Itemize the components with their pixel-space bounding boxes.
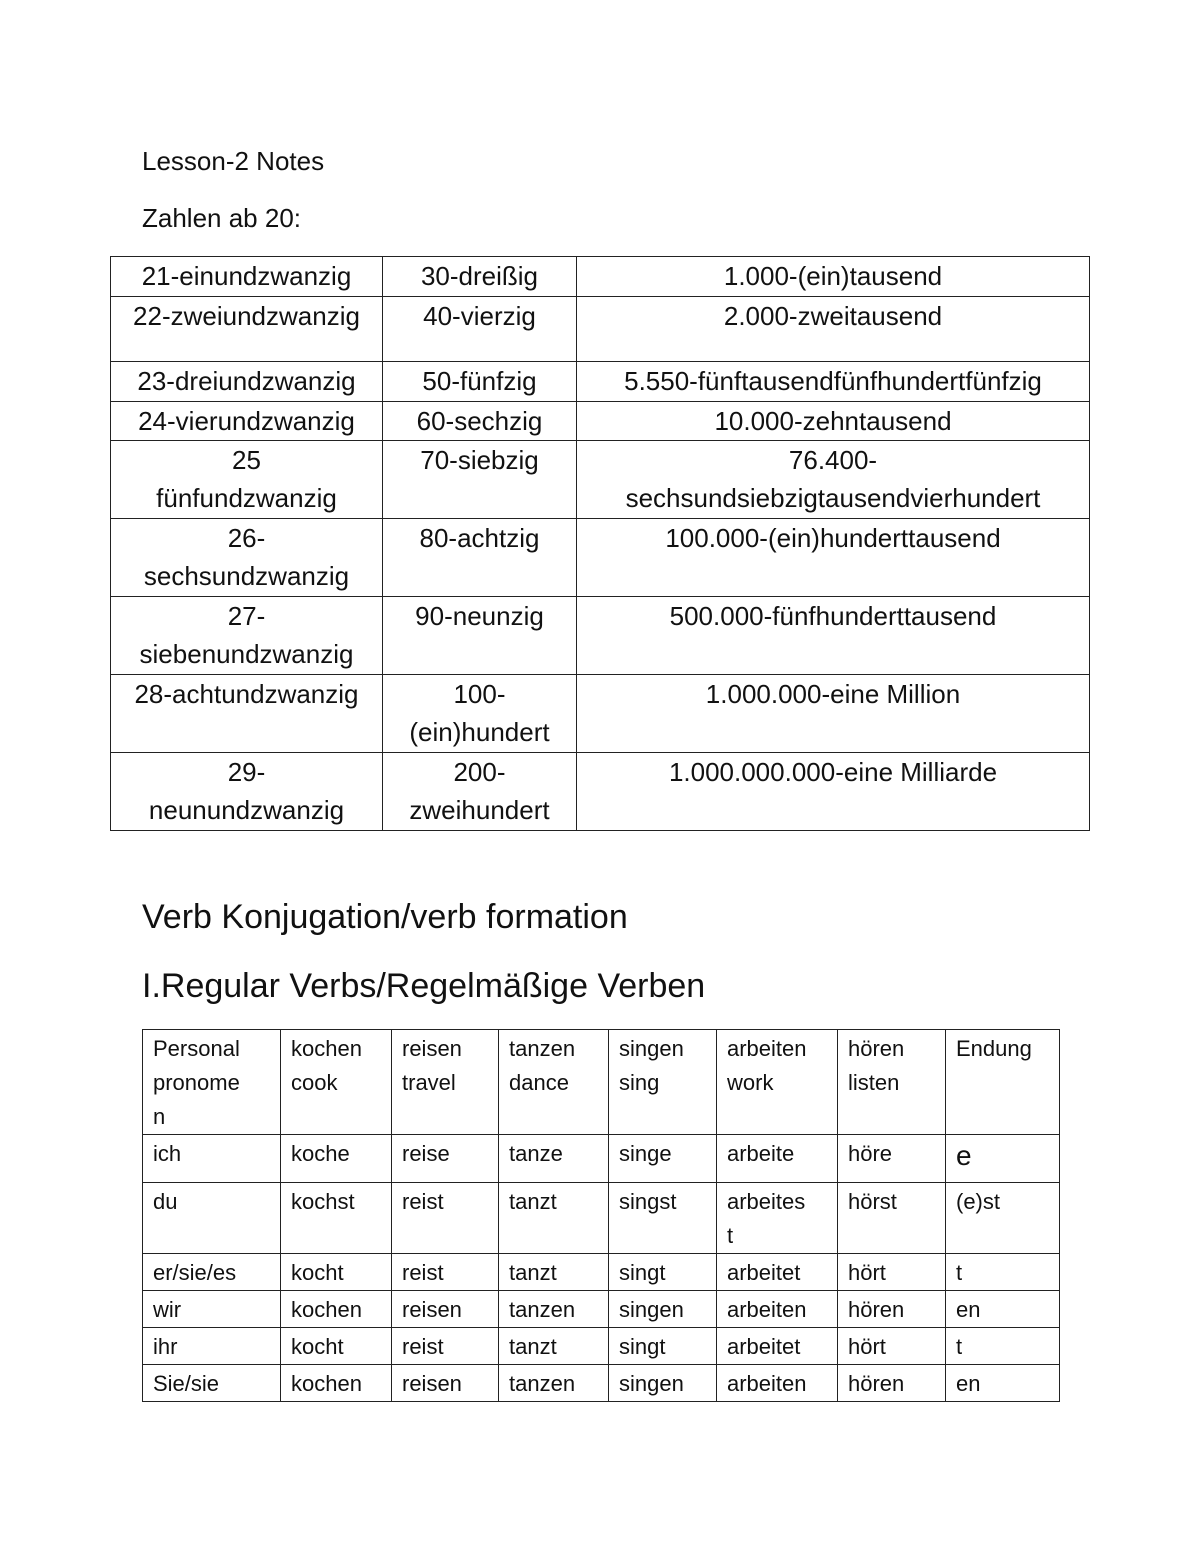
- column-header: [838, 1030, 946, 1135]
- verb-form-cell: [717, 1254, 838, 1291]
- cell-text: singt: [619, 1260, 666, 1285]
- cell-text: hören: [848, 1036, 905, 1061]
- table-row: [111, 362, 1090, 402]
- cell-text: 80-achtzig: [419, 523, 540, 553]
- cell-text: 200-: [453, 757, 506, 787]
- number-cell: [577, 675, 1090, 753]
- table-row: [143, 1135, 1060, 1183]
- table-row: [111, 753, 1090, 831]
- number-cell: [111, 297, 383, 362]
- page-title: Lesson-2 Notes: [142, 146, 325, 176]
- cell-text: Sie/sie: [153, 1371, 220, 1396]
- cell-text: 27-: [227, 601, 266, 631]
- cell-text: singen: [619, 1297, 684, 1322]
- pronoun-cell: [143, 1328, 281, 1365]
- cell-text: 5.550-fünftausendfünfhundertfünfzig: [624, 366, 1042, 396]
- cell-text: hören: [848, 1297, 905, 1322]
- verb-form-cell: [609, 1183, 717, 1254]
- cell-text: neunundzwanzig: [148, 795, 345, 825]
- cell-text: tanzen: [509, 1371, 576, 1396]
- ending-cell: [946, 1365, 1060, 1402]
- cell-text: 10.000-zehntausend: [714, 406, 952, 436]
- cell-text: cook: [291, 1070, 338, 1095]
- cell-text: en: [956, 1297, 981, 1322]
- verb-form-cell: [717, 1135, 838, 1183]
- column-header: [392, 1030, 499, 1135]
- verb-form-cell: [392, 1328, 499, 1365]
- cell-text: 70-siebzig: [420, 445, 539, 475]
- verb-form-cell: [609, 1328, 717, 1365]
- cell-text: 21-einundzwanzig: [141, 261, 352, 291]
- table-row: [111, 402, 1090, 441]
- section-heading-regular-verbs: I.Regular Verbs/Regelmäßige Verben: [142, 967, 706, 1005]
- cell-text: singen: [619, 1036, 684, 1061]
- cell-text: en: [956, 1371, 981, 1396]
- number-cell: [111, 402, 383, 441]
- verb-form-cell: [838, 1365, 946, 1402]
- number-cell: [577, 519, 1090, 597]
- cell-text: 24-vierundzwanzig: [138, 406, 355, 436]
- column-header: [609, 1030, 717, 1135]
- table-row: [143, 1365, 1060, 1402]
- cell-text: arbeitet: [727, 1260, 801, 1285]
- ending-cell: [946, 1291, 1060, 1328]
- verb-form-cell: [609, 1135, 717, 1183]
- cell-text: 25: [232, 445, 261, 475]
- number-cell: [577, 597, 1090, 675]
- cell-text: hört: [848, 1260, 886, 1285]
- cell-text: 60-sechzig: [416, 406, 543, 436]
- number-cell: [383, 362, 577, 402]
- number-cell: [111, 753, 383, 831]
- cell-text: kochst: [291, 1189, 355, 1214]
- cell-text: dance: [509, 1070, 569, 1095]
- number-cell: [383, 675, 577, 753]
- number-cell: [111, 519, 383, 597]
- pronoun-cell: [143, 1365, 281, 1402]
- cell-text: arbeitet: [727, 1334, 801, 1359]
- cell-text: 30-dreißig: [420, 261, 539, 291]
- verb-form-cell: [281, 1135, 392, 1183]
- verb-form-cell: [838, 1135, 946, 1183]
- pronoun-cell: [143, 1291, 281, 1328]
- table-row: [111, 441, 1090, 519]
- cell-text: singe: [619, 1141, 672, 1166]
- cell-text: höre: [848, 1141, 893, 1166]
- verb-form-cell: [281, 1254, 392, 1291]
- number-cell: [383, 519, 577, 597]
- verb-form-cell: [499, 1183, 609, 1254]
- column-header: [717, 1030, 838, 1135]
- cell-text: tanzt: [509, 1334, 557, 1359]
- cell-text: reist: [402, 1260, 444, 1285]
- cell-text: kochen: [291, 1036, 362, 1061]
- cell-text: tanzen: [509, 1297, 576, 1322]
- cell-text: (ein)hundert: [409, 717, 550, 747]
- verb-form-cell: [281, 1183, 392, 1254]
- verb-form-cell: [609, 1291, 717, 1328]
- cell-text: Endung: [956, 1036, 1032, 1061]
- cell-text: du: [153, 1189, 178, 1214]
- cell-text: kocht: [291, 1260, 344, 1285]
- cell-text: hörst: [848, 1189, 897, 1214]
- cell-text: listen: [848, 1070, 900, 1095]
- numbers-table: [110, 256, 1090, 831]
- cell-text: tanzt: [509, 1189, 557, 1214]
- number-cell: [383, 402, 577, 441]
- cell-text: 500.000-fünfhunderttausend: [669, 601, 997, 631]
- cell-text: Personal: [153, 1036, 240, 1061]
- cell-text: t: [956, 1334, 963, 1359]
- verb-form-cell: [392, 1135, 499, 1183]
- cell-text: reise: [402, 1141, 450, 1166]
- table-row: [111, 675, 1090, 753]
- table-row: [143, 1254, 1060, 1291]
- pronoun-cell: [143, 1135, 281, 1183]
- cell-text: kocht: [291, 1334, 344, 1359]
- verb-form-cell: [392, 1365, 499, 1402]
- cell-text: 29-: [227, 757, 266, 787]
- cell-text: 26-: [227, 523, 266, 553]
- cell-text: e: [956, 1140, 972, 1171]
- cell-text: tanze: [509, 1141, 563, 1166]
- verb-form-cell: [609, 1254, 717, 1291]
- cell-text: ihr: [153, 1334, 178, 1359]
- verb-form-cell: [392, 1183, 499, 1254]
- verb-form-cell: [499, 1135, 609, 1183]
- cell-text: 28-achtundzwanzig: [134, 679, 359, 709]
- cell-text: hören: [848, 1371, 905, 1396]
- number-cell: [383, 297, 577, 362]
- cell-text: arbeiten: [727, 1297, 807, 1322]
- cell-text: 2.000-zweitausend: [723, 301, 943, 331]
- cell-text: 100-: [453, 679, 506, 709]
- table-row: [111, 297, 1090, 362]
- table-row: [111, 257, 1090, 297]
- verb-form-cell: [717, 1183, 838, 1254]
- cell-text: sechsundzwanzig: [143, 561, 350, 591]
- cell-text: zweihundert: [409, 795, 550, 825]
- cell-text: t: [956, 1260, 963, 1285]
- cell-text: 90-neunzig: [415, 601, 544, 631]
- table-row: [111, 597, 1090, 675]
- cell-text: arbeiten: [727, 1036, 807, 1061]
- numbers-subtitle: Zahlen ab 20:: [142, 203, 302, 233]
- cell-text: 1.000-(ein)tausend: [723, 261, 943, 291]
- verb-form-cell: [838, 1328, 946, 1365]
- cell-text: sechsundsiebzigtausendvierhundert: [625, 483, 1041, 513]
- table-row: [111, 519, 1090, 597]
- verbs-table: [142, 1029, 1060, 1402]
- verb-form-cell: [499, 1365, 609, 1402]
- verb-form-cell: [281, 1328, 392, 1365]
- number-cell: [577, 441, 1090, 519]
- pronoun-cell: [143, 1254, 281, 1291]
- number-cell: [111, 257, 383, 297]
- verb-form-cell: [499, 1291, 609, 1328]
- verb-form-cell: [838, 1183, 946, 1254]
- cell-text: arbeite: [727, 1141, 795, 1166]
- cell-text: reist: [402, 1189, 444, 1214]
- ending-cell: [946, 1328, 1060, 1365]
- cell-text: koche: [291, 1141, 350, 1166]
- cell-text: 100.000-(ein)hunderttausend: [665, 523, 1001, 553]
- pronoun-cell: [143, 1183, 281, 1254]
- cell-text: reisen: [402, 1036, 462, 1061]
- number-cell: [111, 675, 383, 753]
- verb-form-cell: [499, 1254, 609, 1291]
- table-row: [143, 1328, 1060, 1365]
- number-cell: [577, 257, 1090, 297]
- cell-text: 23-dreiundzwanzig: [137, 366, 356, 396]
- cell-text: 22-zweiundzwanzig: [133, 301, 360, 331]
- cell-text: hört: [848, 1334, 886, 1359]
- cell-text: 1.000.000.000-eine Milliarde: [668, 757, 998, 787]
- cell-text: tanzen: [509, 1036, 576, 1061]
- ending-cell: [946, 1254, 1060, 1291]
- table-row: [143, 1291, 1060, 1328]
- cell-text: sing: [619, 1070, 660, 1095]
- cell-text: reisen: [402, 1297, 462, 1322]
- number-cell: [383, 441, 577, 519]
- cell-text: singst: [619, 1189, 677, 1214]
- number-cell: [383, 597, 577, 675]
- cell-text: kochen: [291, 1297, 362, 1322]
- number-cell: [383, 753, 577, 831]
- cell-text: fünfundzwanzig: [156, 483, 337, 513]
- section-heading-verb-conjugation: Verb Konjugation/verb formation: [142, 898, 628, 936]
- cell-text: reist: [402, 1334, 444, 1359]
- cell-text: siebenundzwanzig: [139, 639, 354, 669]
- column-header: [143, 1030, 281, 1135]
- cell-text: arbeites: [727, 1189, 806, 1214]
- verb-form-cell: [717, 1328, 838, 1365]
- cell-text: t: [727, 1223, 734, 1248]
- cell-text: n: [153, 1104, 166, 1129]
- number-cell: [111, 362, 383, 402]
- verb-form-cell: [717, 1291, 838, 1328]
- table-row: [143, 1183, 1060, 1254]
- verb-form-cell: [609, 1365, 717, 1402]
- cell-text: singt: [619, 1334, 666, 1359]
- cell-text: 1.000.000-eine Million: [705, 679, 961, 709]
- column-header: [281, 1030, 392, 1135]
- cell-text: wir: [153, 1297, 182, 1322]
- cell-text: 76.400-: [788, 445, 878, 475]
- cell-text: er/sie/es: [153, 1260, 237, 1285]
- cell-text: work: [727, 1070, 774, 1095]
- table-header-row: [143, 1030, 1060, 1135]
- verb-form-cell: [281, 1365, 392, 1402]
- number-cell: [383, 257, 577, 297]
- ending-cell: [946, 1135, 1060, 1183]
- number-cell: [577, 362, 1090, 402]
- number-cell: [111, 441, 383, 519]
- verb-form-cell: [392, 1291, 499, 1328]
- column-header: [499, 1030, 609, 1135]
- verb-form-cell: [499, 1328, 609, 1365]
- number-cell: [111, 597, 383, 675]
- cell-text: ich: [153, 1141, 182, 1166]
- number-cell: [577, 297, 1090, 362]
- column-header: [946, 1030, 1060, 1135]
- verb-form-cell: [838, 1291, 946, 1328]
- verb-form-cell: [281, 1291, 392, 1328]
- number-cell: [577, 753, 1090, 831]
- cell-text: pronome: [153, 1070, 240, 1095]
- cell-text: 40-vierzig: [423, 301, 536, 331]
- number-cell: [577, 402, 1090, 441]
- cell-text: arbeiten: [727, 1371, 807, 1396]
- cell-text: travel: [402, 1070, 456, 1095]
- cell-text: tanzt: [509, 1260, 557, 1285]
- cell-text: 50-fünfzig: [422, 366, 537, 396]
- cell-text: reisen: [402, 1371, 462, 1396]
- cell-text: singen: [619, 1371, 684, 1396]
- cell-text: kochen: [291, 1371, 362, 1396]
- verb-form-cell: [838, 1254, 946, 1291]
- verb-form-cell: [392, 1254, 499, 1291]
- verb-form-cell: [717, 1365, 838, 1402]
- cell-text: (e)st: [956, 1189, 1000, 1214]
- ending-cell: [946, 1183, 1060, 1254]
